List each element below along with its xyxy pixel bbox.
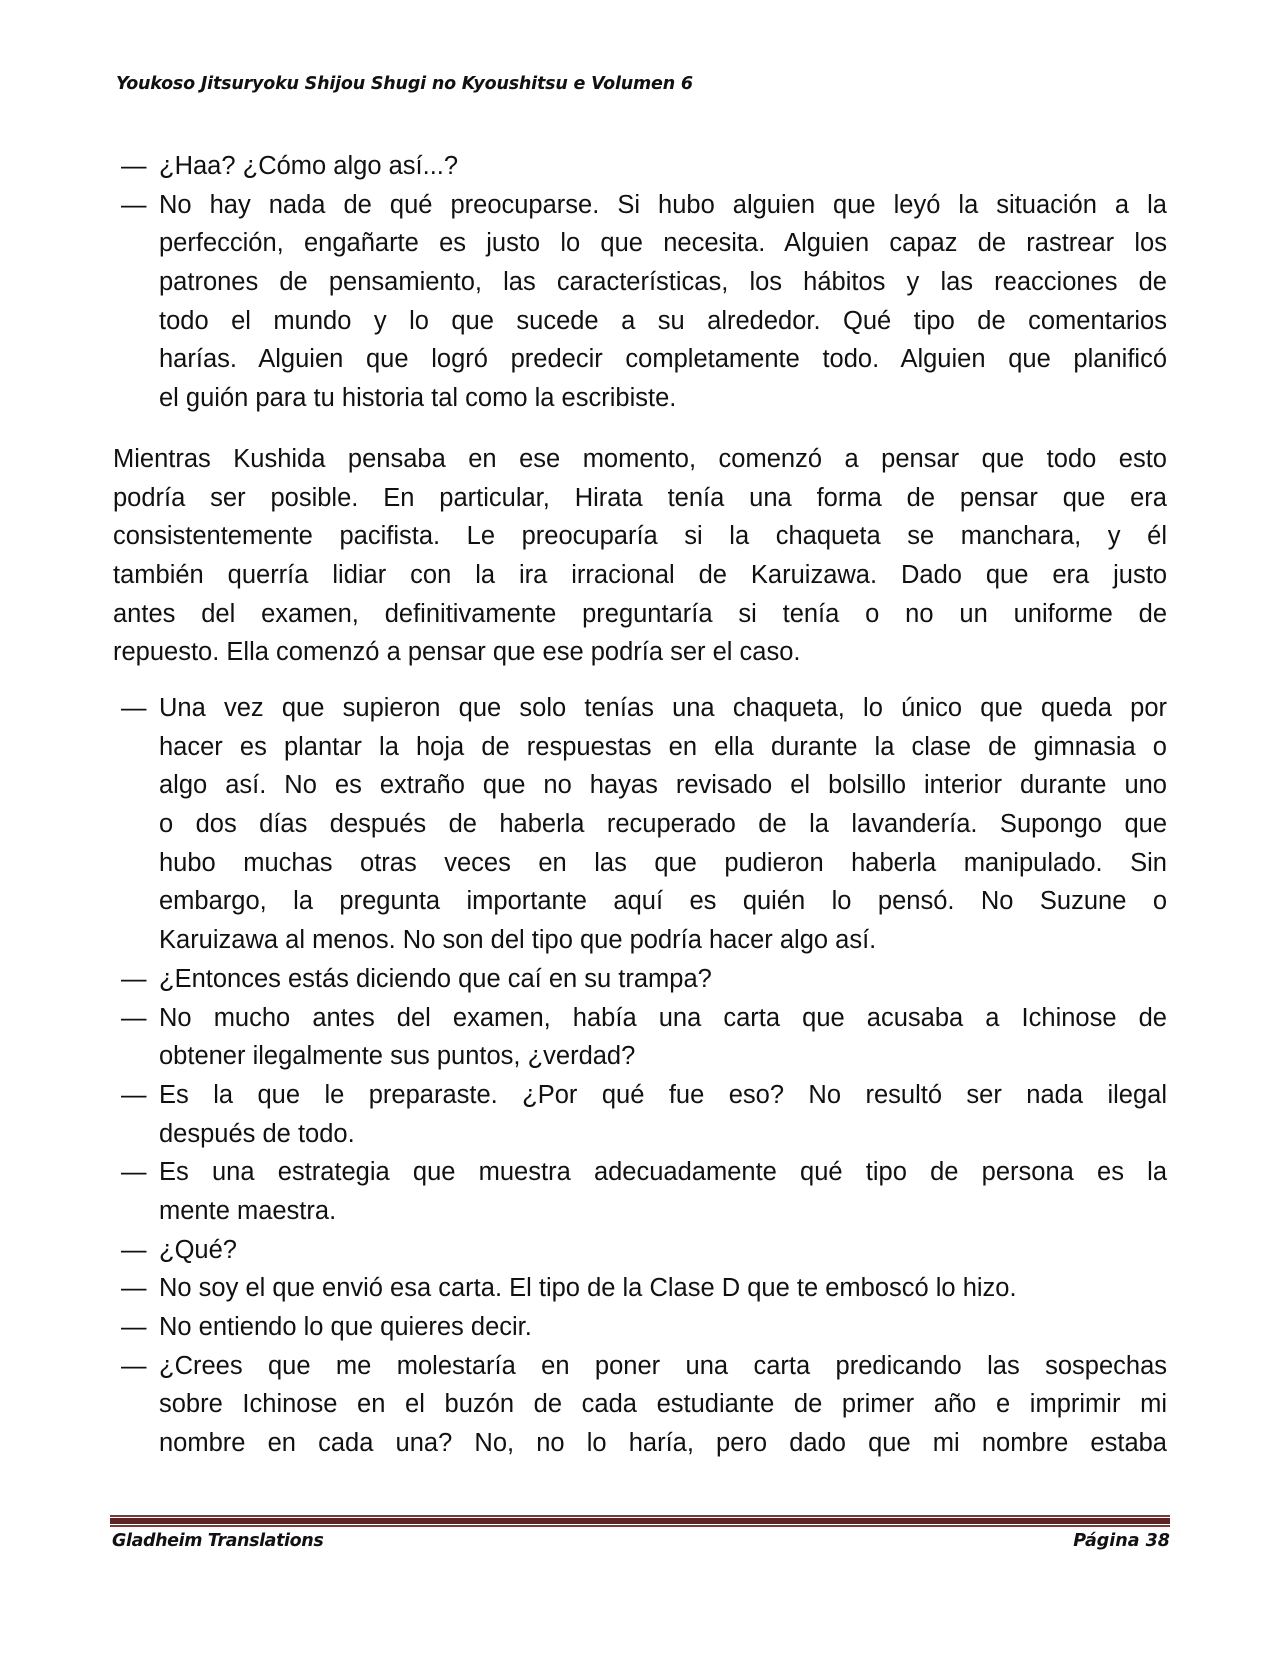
text-line: Mientras Kushida pensaba en ese momento, comenzó a pensar que todo esto [113, 445, 1167, 473]
dialogue-section-1 [113, 147, 1167, 418]
text-line: Es la que le preparaste. ¿Por qué fue eso? No resultó ser nada ilegal [159, 1080, 1167, 1109]
text-line: ¿Qué? [159, 1235, 237, 1264]
text-line: repuesto. Ella comenzó a pensar que ese podría ser el caso. [113, 638, 801, 667]
text-line: todo el mundo y lo que sucede a su alrededor. Qué tipo de comentarios [159, 306, 1167, 335]
text-line: No soy el que envió esa carta. El tipo de la Clase D que te emboscó lo hizo. [159, 1274, 1017, 1303]
em-dash-marker: — [121, 1158, 147, 1187]
dialogue-line [113, 1231, 1167, 1270]
text-line: algo así. No es extraño que no hayas revisado el bolsillo interior durante uno [159, 771, 1167, 800]
text-line: obtener ilegalmente sus puntos, ¿verdad? [159, 1042, 636, 1071]
text-line: mente maestra. [159, 1196, 337, 1225]
footer-page-number: Página 38 [1073, 1531, 1170, 1551]
dialogue-line [113, 689, 1167, 960]
em-dash-marker: — [121, 1080, 147, 1109]
text-line: o dos días después de haberla recuperado de la lavandería. Supongo que [159, 810, 1167, 839]
text-line: también querría lidiar con la ira irracional de Karuizawa. Dado que era justo [113, 561, 1167, 590]
dialogue-line [113, 147, 1167, 186]
text-line: el guión para tu historia tal como la escribiste. [159, 384, 677, 413]
em-dash-marker: — [121, 1274, 147, 1303]
paragraph-block [113, 440, 1167, 672]
em-dash-marker: — [121, 190, 147, 219]
text-line: harías. Alguien que logró predecir completamente todo. Alguien que planificó [159, 345, 1167, 374]
text-line: Una vez que supieron que solo tenías una chaqueta, lo único que queda por [159, 694, 1167, 722]
text-line: ¿Entonces estás diciendo que caí en su trampa? [159, 964, 712, 993]
text-line: No hay nada de qué preocuparse. Si hubo alguien que leyó la situación a la [159, 190, 1167, 219]
text-line: podría ser posible. En particular, Hirata tenía una forma de pensar que era [113, 483, 1167, 512]
text-line: embargo, la pregunta importante aquí es quién lo pensó. No Suzune o [159, 887, 1167, 916]
em-dash-marker: — [121, 1003, 147, 1032]
text-line: Es una estrategia que muestra adecuadamente qué tipo de persona es la [159, 1158, 1167, 1187]
footer-rule [110, 1515, 1170, 1527]
text-line: nombre en cada una? No, no lo haría, pero dado que mi nombre estaba [159, 1429, 1167, 1458]
dialogue-line [113, 960, 1167, 999]
em-dash-marker: — [121, 152, 147, 180]
em-dash-marker: — [121, 1313, 147, 1341]
text-line: después de todo. [159, 1119, 355, 1148]
footer-rule-thin-top [110, 1515, 1170, 1517]
dialogue-line [113, 1308, 1167, 1347]
dialogue-line [113, 1269, 1167, 1308]
dialogue-block [113, 147, 1167, 418]
dialogue-section-2 [113, 689, 1167, 1463]
text-line: hacer es plantar la hoja de respuestas en ella durante la clase de gimnasia o [159, 732, 1167, 761]
em-dash-marker: — [121, 964, 147, 993]
em-dash-marker: — [121, 1351, 147, 1380]
em-dash-marker: — [121, 694, 147, 722]
text-line: ¿Haa? ¿Cómo algo así...? [159, 152, 459, 180]
text-line: antes del examen, definitivamente preguntaría si tenía o no un uniforme de [113, 599, 1167, 628]
em-dash-marker: — [121, 1235, 147, 1264]
footer-rule-thin-bottom [110, 1525, 1170, 1527]
text-line: perfección, engañarte es justo lo que necesita. Alguien capaz de rastrear los [159, 229, 1167, 258]
dialogue-line [113, 1076, 1167, 1153]
text-line: consistentemente pacifista. Le preocuparía si la chaqueta se manchara, y él [113, 522, 1167, 551]
dialogue-line [113, 186, 1167, 418]
running-header-title: Youkoso Jitsuryoku Shijou Shugi no Kyoushitsu e Volumen 6 [116, 74, 693, 94]
dialogue-line [113, 1347, 1167, 1463]
footer-translator-credit: Gladheim Translations [112, 1531, 324, 1551]
dialogue-line [113, 999, 1167, 1076]
text-line: No mucho antes del examen, había una carta que acusaba a Ichinose de [159, 1003, 1167, 1032]
text-line: hubo muchas otras veces en las que pudieron haberla manipulado. Sin [159, 848, 1167, 877]
narrative-paragraph [113, 440, 1167, 672]
dialogue-block [113, 689, 1167, 1463]
text-line: ¿Crees que me molestaría en poner una carta predicando las sospechas [159, 1351, 1167, 1380]
dialogue-line [113, 1153, 1167, 1230]
text-line: patrones de pensamiento, las características, los hábitos y las reacciones de [159, 268, 1167, 297]
text-line: No entiendo lo que quieres decir. [159, 1313, 532, 1341]
text-line: Karuizawa al menos. No son del tipo que podría hacer algo así. [159, 926, 877, 955]
footer-rule-thick [110, 1518, 1170, 1524]
text-line: sobre Ichinose en el buzón de cada estudiante de primer año e imprimir mi [159, 1390, 1167, 1419]
